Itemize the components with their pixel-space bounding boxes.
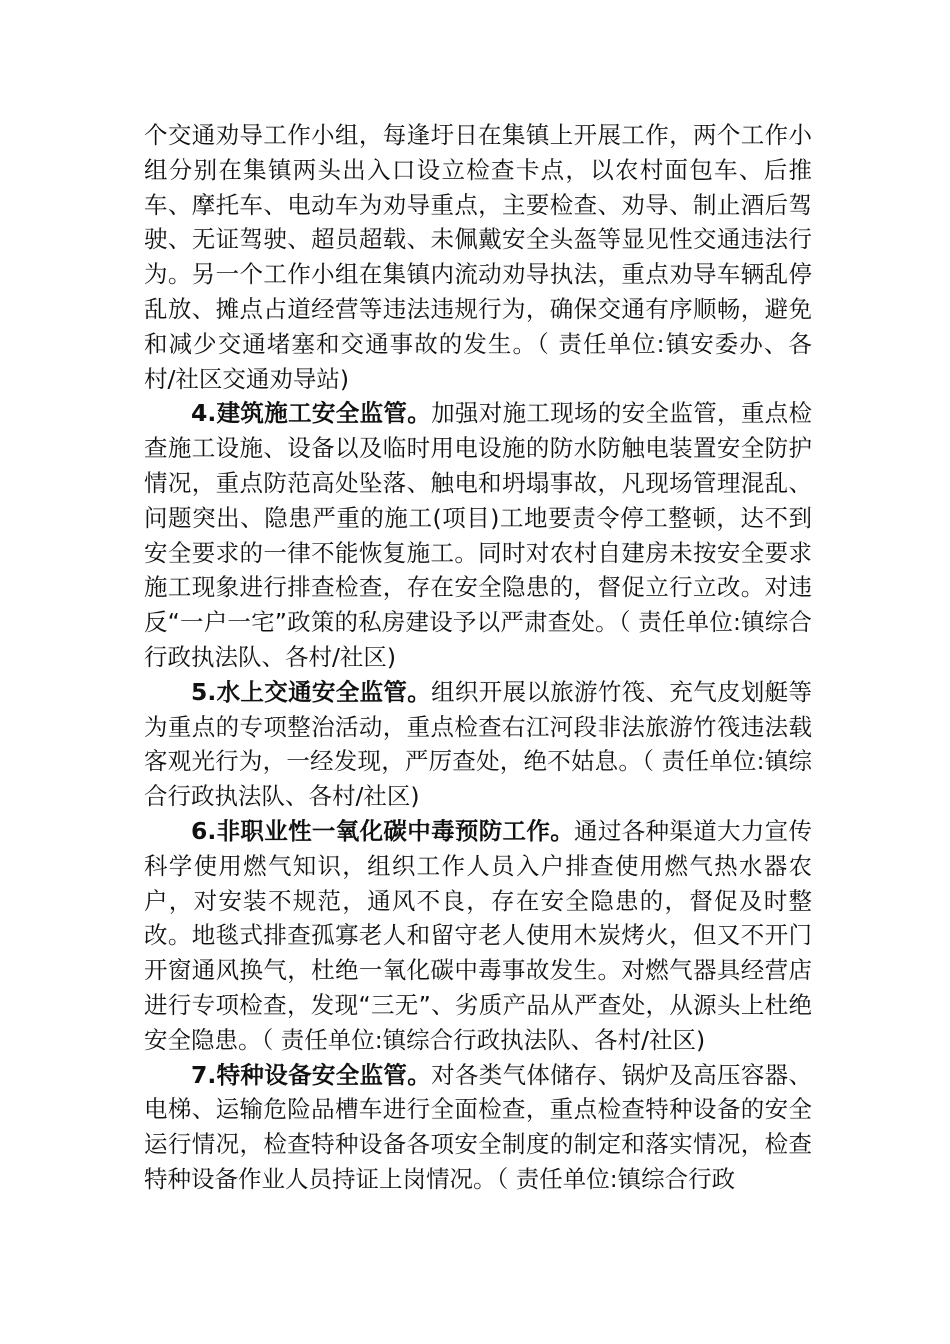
paragraph-special-equipment-safety: [144, 1058, 812, 1197]
section-heading-water-traffic-safety: 5.水上交通安全监管。: [191, 677, 432, 706]
paragraph-text: 加强对施工现场的安全监管，重点检查施工设施、设备以及临时用电设施的防水防触电装置安全防护情况，重点防范高处坠落、触电和坍塌事故，凡现场管理混乱、问题突出、隐患严重的施工(项目)工地要责令停工整顿，达不到安全要求的一律不能恢复施工。同时对农村自建房未按安全要求施工现象进行排查检查，存在安全隐患的，督促立行立改。对违反“一户一宅”政策的私房建设予以严肃查处。（ 责任单位:镇综合行政执法队、各村/社区): [144, 399, 813, 671]
section-heading-co-poisoning-prevention: 6.非职业性一氧化碳中毒预防工作。: [191, 816, 575, 845]
paragraph-text: 对各类气体储存、锅炉及高压容器、电梯、运输危险品槽车进行全面检查，重点检查特种设备的安全运行情况，检查特种设备各项安全制度的制定和落实情况，检查特种设备作业人员持证上岗情况。（ 责任单位:镇综合行政: [144, 1060, 813, 1193]
section-heading-construction-safety: 4.建筑施工安全监管。: [191, 399, 432, 428]
paragraph-text: 组织开展以旅游竹筏、充气皮划艇等为重点的专项整治活动，重点检查右江河段非法旅游竹筏违法载客观光行为，一经发现，严厉查处，绝不姑息。（ 责任单位:镇综合行政执法队、各村/社区): [144, 677, 813, 811]
paragraph-water-traffic-safety: [144, 675, 812, 814]
section-heading-special-equipment-safety: 7.特种设备安全监管。: [191, 1060, 432, 1089]
paragraph-traffic-persuasion-continued: [144, 118, 812, 396]
paragraph-text: 个交通劝导工作小组，每逢圩日在集镇上开展工作，两个工作小组分别在集镇两头出入口设立检查卡点，以农村面包车、后推车、摩托车、电动车为劝导重点，主要检查、劝导、制止酒后驾驶、无证驾驶、超员超载、未佩戴安全头盔等显见性交通违法行为。另一个工作小组在集镇内流动劝导执法，重点劝导车辆乱停乱放、摊点占道经营等违法违规行为，确保交通有序顺畅，避免和减少交通堵塞和交通事故的发生。（ 责任单位:镇安委办、各村/社区交通劝导站): [144, 121, 812, 393]
paragraph-text: 通过各种渠道大力宣传科学使用燃气知识，组织工作人员入户排查使用燃气热水器农户，对安装不规范，通风不良，存在安全隐患的，督促及时整改。地毯式排查孤寡老人和留守老人使用木炭烤火，但又不开门开窗通风换气，杜绝一氧化碳中毒事故发生。对燃气器具经营店进行专项检查，发现“三无”、劣质产品从严查处，从源头上杜绝安全隐患。（ 责任单位:镇综合行政执法队、各村/社区): [144, 816, 813, 1054]
paragraph-construction-safety: [144, 396, 812, 674]
paragraph-co-poisoning-prevention: [144, 814, 812, 1058]
document-body: [144, 118, 812, 1197]
